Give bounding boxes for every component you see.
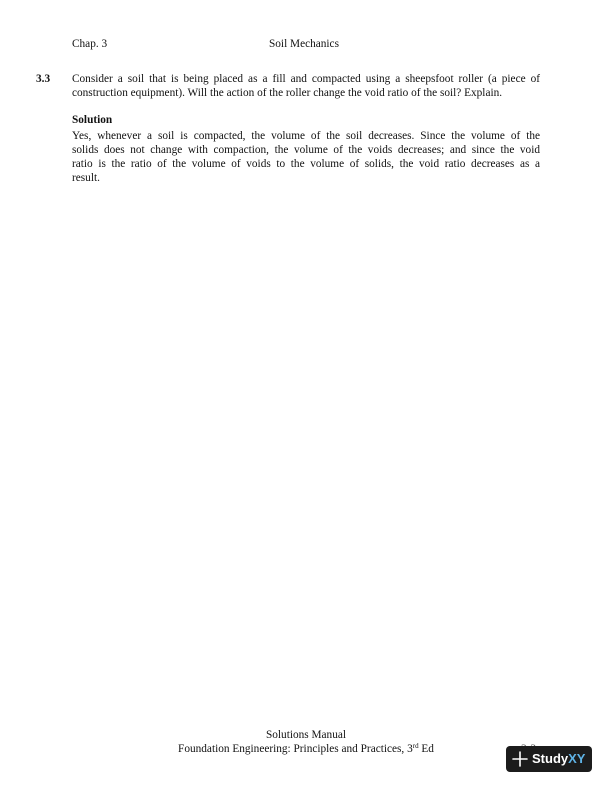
footer-book-name: Foundation Engineering: Principles and Practices, 3 [178, 743, 413, 755]
solution-line: solids does not change with compaction, the volume of the voids decreases; and since the void [72, 144, 540, 156]
logo-text-main: Study [532, 751, 569, 766]
header-chapter: Chap. 3 [72, 38, 108, 50]
logo-text-accent: XY [568, 751, 586, 766]
footer-edition-suffix: rd [412, 742, 419, 750]
problem-number: 3.3 [36, 73, 51, 85]
problem-text [72, 72, 540, 100]
solution-line: Yes, whenever a soil is compacted, the volume of the soil decreases. Since the volume of the [72, 130, 540, 142]
solution-line: result. [72, 172, 100, 184]
header-subject: Soil Mechanics [269, 38, 339, 50]
problem-line: Consider a soil that is being placed as a fill and compacted using a sheepsfoot roller (a piece of [72, 73, 540, 85]
solution-line: ratio is the ratio of the volume of voids to the volume of solids, the void ratio decreases as a [72, 158, 540, 170]
footer-title: Solutions Manual [265, 729, 347, 741]
solution-heading: Solution [72, 114, 113, 126]
studyxy-logo-text [532, 746, 585, 772]
problem-line: construction equipment). Will the action of the roller change the void ratio of the soil? Explain. [72, 87, 503, 99]
solution-text [72, 129, 540, 185]
footer-edition-label: Ed [418, 743, 434, 755]
plus-sparkle-icon [512, 751, 528, 767]
studyxy-badge[interactable] [506, 746, 592, 772]
